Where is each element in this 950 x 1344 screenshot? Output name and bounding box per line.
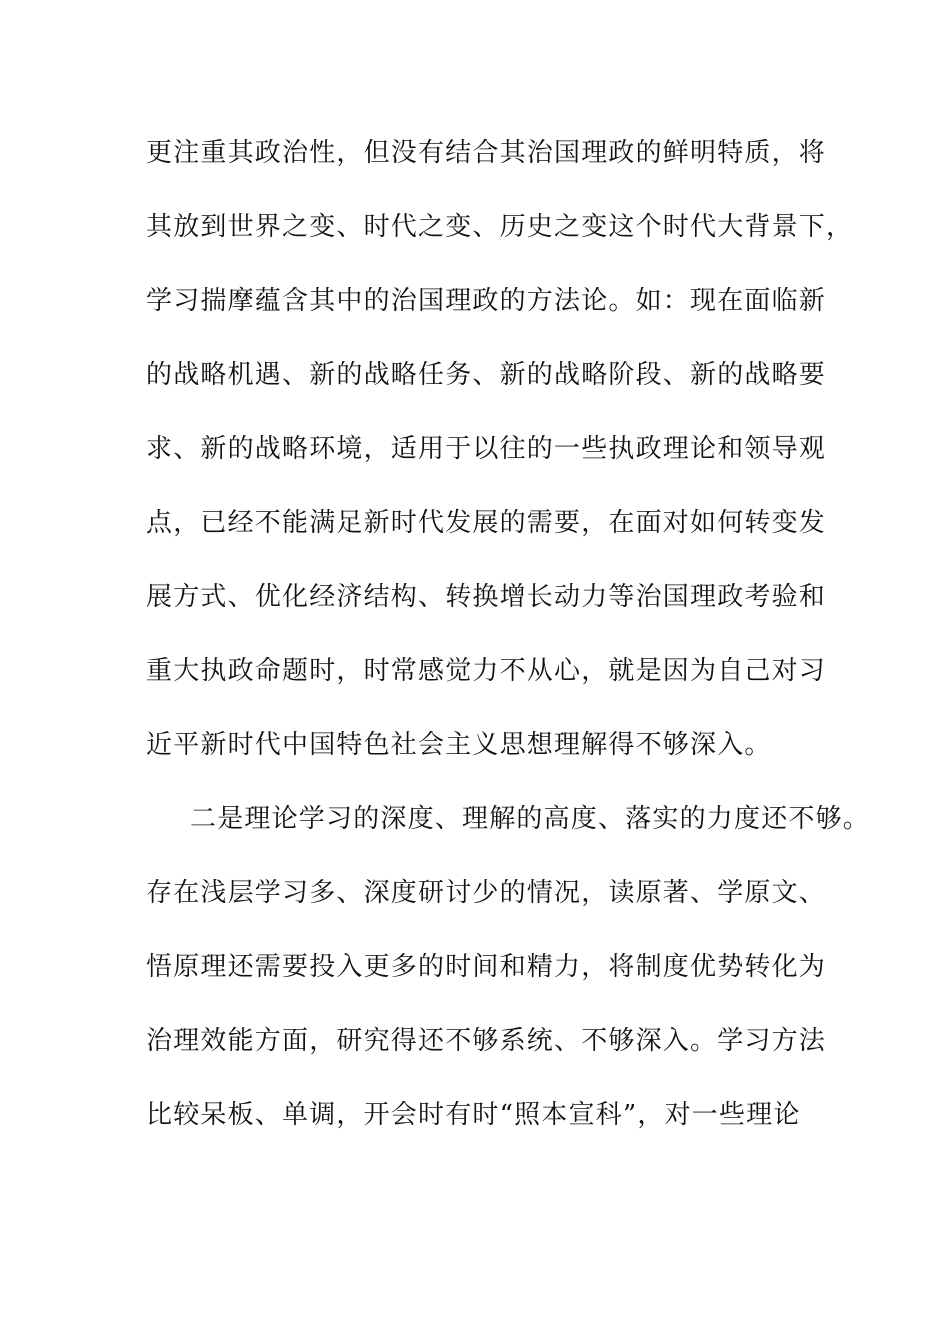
text-line: 治理效能方面，研究得还不够系统、不够深入。学习方法 [146, 1026, 827, 1056]
text-line: 学习揣摩蕴含其中的治国理政的方法论。如：现在面临新 [146, 286, 827, 316]
paragraph-start-line: 二是理论学习的深度、理解的高度、落实的力度还不够。 [190, 804, 871, 834]
text-line: 其放到世界之变、时代之变、历史之变这个时代大背景下， [146, 212, 854, 242]
text-line: 比较呆板、单调，开会时有时“照本宣科”，对一些理论 [146, 1100, 801, 1130]
text-line: 重大执政命题时，时常感觉力不从心，就是因为自己对习 [146, 656, 827, 686]
body-text [146, 126, 871, 1142]
text-line: 存在浅层学习多、深度研讨少的情况，读原著、学原文、 [146, 878, 827, 908]
text-line: 的战略机遇、新的战略任务、新的战略阶段、新的战略要 [146, 360, 827, 390]
text-line: 悟原理还需要投入更多的时间和精力，将制度优势转化为 [146, 952, 827, 982]
text-line: 求、新的战略环境，适用于以往的一些执政理论和领导观 [146, 434, 827, 464]
text-line: 展方式、优化经济结构、转换增长动力等治国理政考验和 [146, 582, 827, 612]
text-line: 点，已经不能满足新时代发展的需要，在面对如何转变发 [146, 508, 827, 538]
text-line: 近平新时代中国特色社会主义思想理解得不够深入。 [146, 730, 772, 760]
text-line: 更注重其政治性，但没有结合其治国理政的鲜明特质，将 [146, 138, 827, 168]
